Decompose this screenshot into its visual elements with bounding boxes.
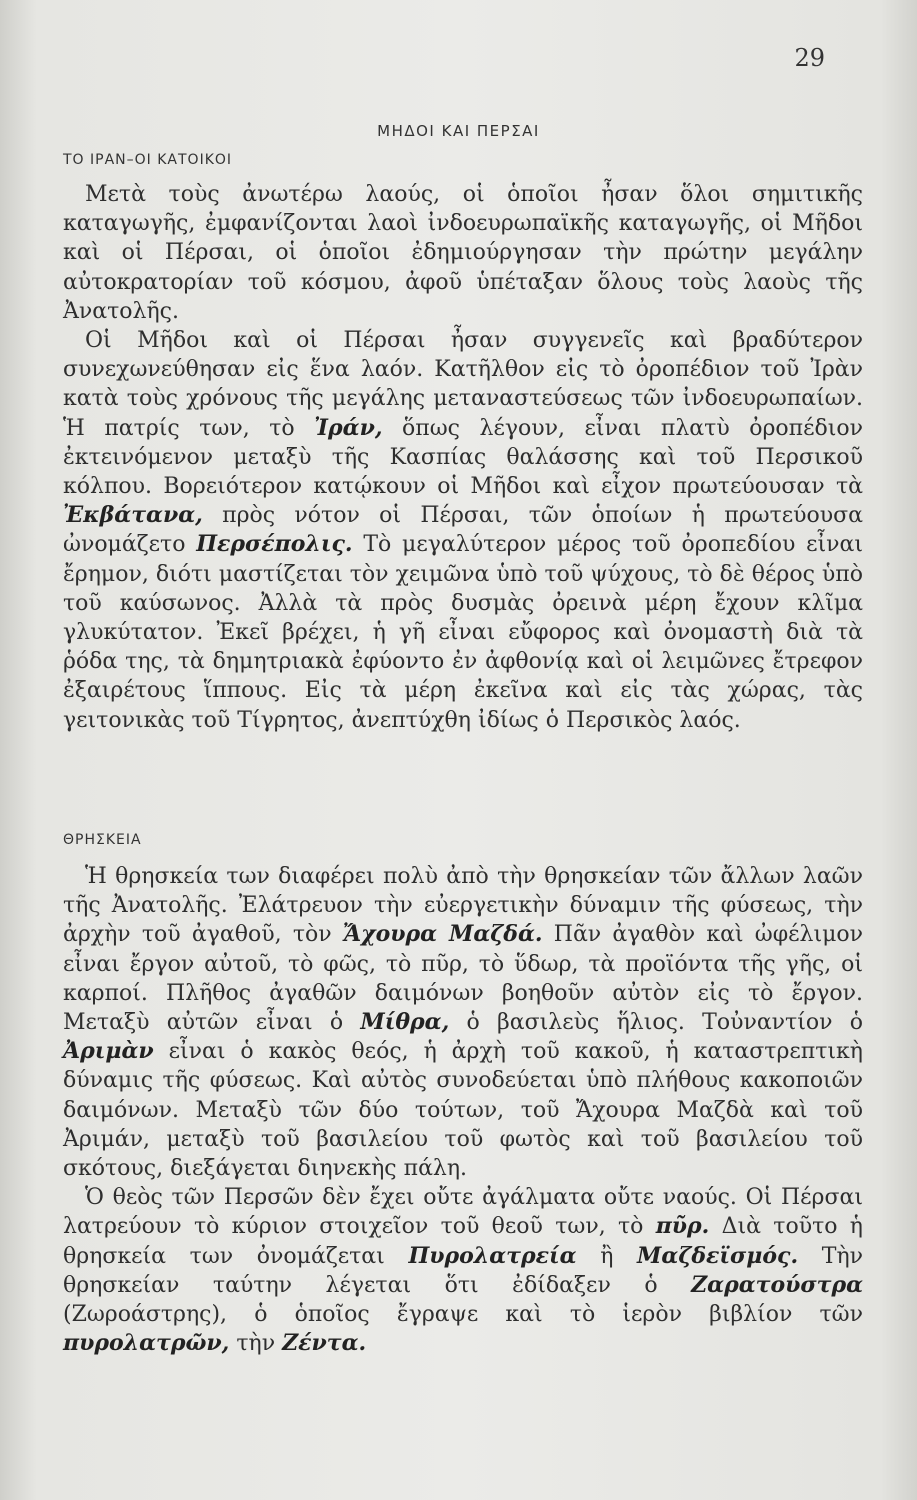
- emphasized-term: Πυρολατρεία: [408, 1242, 577, 1269]
- text-run: Οἱ Μῆδοι καὶ οἱ Πέρσαι ἦσαν συγγενεῖς καὶ βραδύτερον συνεχωνεύθησαν εἰς ἕνα λαόν. Κατῆλθον εἰς τὸ ὀροπέδιον τοῦ Ἰρὰν κατὰ τοὺς χρόνους τῆς μεγάλης μεταναστεύσεως τῶν ἰνδοευρωπαίων. Ἡ πατρίς των, τὸ: [63, 328, 863, 441]
- paragraph: [63, 326, 863, 735]
- text-run: Τὸ μεγαλύτερον μέρος τοῦ ὀροπεδίου εἶναι ἔρημον, διότι μαστίζεται τὸν χειμῶνα ὑπὸ τοῦ ψύχους, τὸ δὲ θέρος ὑπὸ τοῦ καύσωνος. Ἀλλὰ τὰ πρὸς δυσμὰς ὀρεινὰ μέρη ἔχουν κλῖμα γλυκύτατον. Ἐκεῖ βρέχει, ἡ γῆ εἶναι εὔφορος καὶ ὀνομαστὴ διὰ τὰ ῥόδα της, τὰ δημητριακὰ ἐφύοντο ἐν ἀφθονίᾳ καὶ οἱ λειμῶνες ἔτρεφον ἐξαιρέτους ἵππους. Εἰς τὰ μέρη ἐκεῖνα καὶ εἰς τὰς χώρας, τὰς γειτονικὰς τοῦ Τίγρητος, ἀνεπτύχθη ἰδίως ὁ Περσικὸς λαός.: [63, 532, 863, 733]
- text-run: (Ζωροάστρης), ὁ ὁποῖος ἔγραψε καὶ τὸ ἱερὸν βιβλίον τῶν: [63, 1302, 863, 1328]
- paragraph: [63, 862, 863, 1183]
- paragraph: [63, 1183, 863, 1358]
- emphasized-term: Ἄχουρα Μαζδά.: [342, 921, 543, 948]
- text-run: Ἡ θρησκεία των διαφέρει πολὺ ἀπὸ τὴν θρησκείαν τῶν ἄλλων λαῶν τῆς Ἀνατολῆς. Ἐλάτρευον τὴν εὐεργετικὴν δύναμιν τῆς φύσεως, τὴν ἀρχὴν τοῦ ἀγαθοῦ, τὸν: [63, 864, 863, 948]
- page-number: 29: [794, 44, 825, 72]
- section-body-iran: [63, 180, 863, 735]
- section-heading-religion: ΘΡΗΣΚΕΙΑ: [63, 832, 142, 848]
- text-run: τὴν: [229, 1331, 283, 1357]
- text-run: Ὁ θεὸς τῶν Περσῶν δὲν ἔχει οὔτε ἀγάλματα οὔτε ναούς. Οἱ Πέρσαι λατρεύουν τὸ κύριον στοιχεῖον τοῦ θεοῦ των, τὸ: [63, 1185, 863, 1240]
- text-run: Διὰ τοῦτο ἡ θρησκεία των ὀνομάζεται: [63, 1214, 863, 1269]
- text-run: εἶναι ὁ κακὸς θεός, ἡ ἀρχὴ τοῦ κακοῦ, ἡ καταστρεπτικὴ δύναμις τῆς φύσεως. Καὶ αὐτὸς συνοδεύεται ὑπὸ πλήθους κακοποιῶν δαιμόνων. Μεταξὺ τῶν δύο τούτων, τοῦ Ἄχουρα Μαζδὰ καὶ τοῦ Ἀριμάν, μεταξὺ τοῦ βασιλείου τοῦ φωτὸς καὶ τοῦ βασιλείου τοῦ σκότους, διεξάγεται διηνεκὴς πάλη.: [63, 1039, 863, 1182]
- text-run: Μετὰ τοὺς ἀνωτέρω λαούς, οἱ ὁποῖοι ἦσαν ὅλοι σημιτικῆς καταγωγῆς, ἐμφανίζονται λαοὶ ἰνδοευρωπαϊκῆς καταγωγῆς, οἱ Μῆδοι καὶ οἱ Πέρσαι, οἱ ὁποῖοι ἐδημιούργησαν τὴν πρώτην μεγάλην αὐτοκρατορίαν τοῦ κόσμου, ἀφοῦ ὑπέταξαν ὅλους τοὺς λαοὺς τῆς Ἀνατολῆς.: [63, 182, 863, 324]
- emphasized-term: Περσέπολις.: [196, 531, 353, 558]
- emphasized-term: πῦρ.: [655, 1213, 710, 1240]
- emphasized-term: Ζέντα.: [282, 1330, 367, 1357]
- emphasized-term: πυρολατρῶν,: [63, 1330, 230, 1357]
- paragraph: [63, 180, 863, 326]
- text-run: ἢ: [576, 1243, 638, 1269]
- emphasized-term: Μίθρα,: [360, 1009, 450, 1036]
- text-run: Πᾶν ἀγαθὸν καὶ ὠφέλιμον εἶναι ἔργον αὐτοῦ, τὸ φῶς, τὸ πῦρ, τὸ ὕδωρ, τὰ προϊόντα τῆς γῆς, οἱ καρποί. Πλῆθος ἀγαθῶν δαιμόνων βοηθοῦν αὐτὸν εἰς τὸ ἔργον. Μεταξὺ αὐτῶν εἶναι ὁ: [63, 922, 863, 1036]
- text-run: ὅπως λέγουν, εἶναι πλατὺ ὀροπέδιον ἐκτεινόμενον μεταξὺ τῆς Κασπίας θαλάσσης καὶ τοῦ Περσικοῦ κόλπου. Βορειότερον κατῴκουν οἱ Μῆδοι καὶ εἶχον πρωτεύουσαν τὰ: [63, 415, 863, 500]
- emphasized-term: Ἰράν,: [314, 414, 383, 441]
- section-body-religion: [63, 862, 863, 1358]
- text-run: πρὸς νότον οἱ Πέρσαι, τῶν ὁποίων ἡ πρωτεύουσα ὠνομάζετο: [63, 503, 863, 558]
- chapter-title: ΜΗΔΟΙ ΚΑΙ ΠΕΡΣΑΙ: [377, 122, 540, 140]
- section-heading-iran: ΤΟ ΙΡΑΝ–ΟΙ ΚΑΤΟΙΚΟΙ: [63, 152, 233, 168]
- emphasized-term: Ἐκβάτανα,: [63, 502, 203, 529]
- emphasized-term: Ζαρατούστρα: [691, 1271, 863, 1298]
- emphasized-term: Μαζδεϊσμός.: [637, 1242, 799, 1269]
- text-run: Τὴν θρησκείαν ταύτην λέγεται ὅτι ἐδίδαξεν ὁ: [63, 1243, 863, 1298]
- text-run: ὁ βασιλεὺς ἥλιος. Τοὐναντίον ὁ: [449, 1010, 863, 1036]
- emphasized-term: Ἀριμὰν: [63, 1038, 154, 1065]
